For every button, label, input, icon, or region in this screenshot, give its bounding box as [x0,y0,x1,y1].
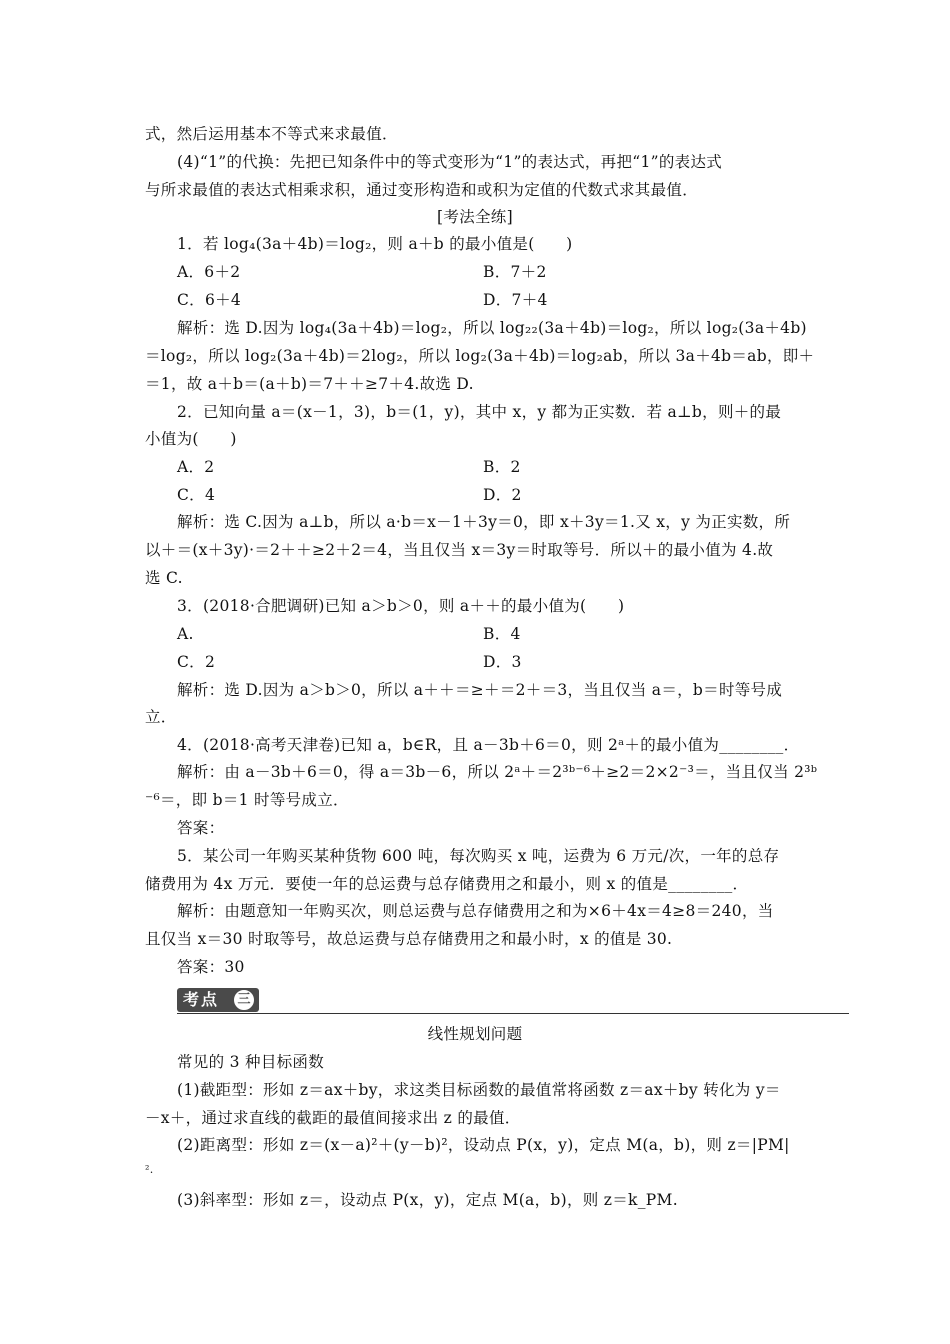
text-line: －x＋，通过求直线的截距的最值间接求出 z 的最值． [145,1109,521,1127]
solution-line: ＝1，故 a＋b＝(a＋b)＝7＋＋≥7＋4.故选 D. [145,375,474,393]
solution-line: 解析：由题意知一年购买次，则总运费与总存储费用之和为×6＋4x＝4≥8＝240，当 [177,902,774,920]
answer-line: 答案： [177,819,225,837]
option-d: D．7＋4 [483,291,548,309]
solution-line: 选 C. [145,569,183,587]
text-line: (4)“1”的代换：先把已知条件中的等式变形为“1”的表达式，再把“1”的表达式 [177,153,723,171]
option-a: A．6＋2 [177,263,241,281]
text-line: 常见的 3 种目标函数 [177,1053,325,1071]
question-4: 4．(2018·高考天津卷)已知 a，b∈R，且 a－3b＋6＝0，则 2ᵃ＋的最小值为________． [177,736,800,754]
option-b: B．4 [483,625,521,643]
solution-line: ⁻⁶＝，即 b＝1 时等号成立． [145,791,349,809]
option-c: C．4 [177,486,216,504]
option-a: A．2 [177,458,215,476]
solution-line: 解析：选 D.因为 log₄(3a＋4b)＝log₂，所以 log₂₂(3a＋4b)＝log₂，所以 log₂(3a＋4b) [177,319,807,337]
text-line: 式，然后运用基本不等式来求最值． [145,125,398,143]
option-c: C．2 [177,653,216,671]
section-heading: [考法全练] [437,208,513,226]
question-3: 3．(2018·合肥调研)已知 a＞b＞0，则 a＋＋的最小值为( ) [177,597,625,615]
text-line: (3)斜率型：形如 z＝，设动点 P(x，y)，定点 M(a，b)，则 z＝k_PM. [177,1191,678,1209]
text-line: 与所求最值的表达式相乘求积，通过变形构造和或积为定值的代数式求其最值． [145,181,699,199]
question-1: 1．若 log₄(3a＋4b)＝log₂，则 a＋b 的最小值是( ) [177,235,573,253]
option-a: A. [177,625,194,643]
solution-line: 解析：选 C.因为 a⊥b，所以 a·b＝x－1＋3y＝0，即 x＋3y＝1.又 x，y 为正实数，所 [177,513,791,531]
question-5-cont: 储费用为 4x 万元．要使一年的总运费与总存储费用之和最小，则 x 的值是________． [145,875,749,893]
section-divider [177,1013,849,1014]
option-d: D．2 [483,486,522,504]
solution-line: 且仅当 x＝30 时取等号，故总运费与总存储费用之和最小时，x 的值是 30. [145,930,673,948]
badge-number: 三 [232,988,256,1012]
section-badge [177,988,259,1012]
question-2-cont: 小值为( ) [145,430,237,448]
badge-label: 考点 [183,990,220,1009]
option-d: D．3 [483,653,522,671]
option-b: B．2 [483,458,521,476]
solution-line: 立． [145,708,177,726]
text-line: ². [145,1163,154,1176]
text-line: (2)距离型：形如 z＝(x－a)²＋(y－b)²，设动点 P(x，y)，定点 M(a，b)，则 z＝|PM| [177,1136,790,1154]
solution-line: ＝log₂，所以 log₂(3a＋4b)＝2log₂，所以 log₂(3a＋4b)＝log₂ab，所以 3a＋4b＝ab，即＋ [145,347,815,365]
topic-title: 线性规划问题 [427,1025,523,1043]
solution-line: 以＋＝(x＋3y)·＝2＋＋≥2＋2＝4，当且仅当 x＝3y＝时取等号．所以＋的最小值为 4.故 [145,541,774,559]
answer-line: 答案：30 [177,958,245,976]
question-5: 5．某公司一年购买某种货物 600 吨，每次购买 x 吨，运费为 6 万元/次，一年的总存 [177,847,780,865]
section-banner [177,986,849,1016]
solution-line: 解析：选 D.因为 a＞b＞0，所以 a＋＋＝≥＋＝2＋＝3，当且仅当 a＝，b＝时等号成 [177,681,783,699]
option-c: C．6＋4 [177,291,242,309]
question-2: 2．已知向量 a＝(x－1，3)，b＝(1，y)，其中 x，y 都为正实数．若 a⊥b，则＋的最 [177,403,782,421]
solution-line: 解析：由 a－3b＋6＝0，得 a＝3b－6，所以 2ᵃ＋＝2³ᵇ⁻⁶＋≥2＝2×2⁻³＝，当且仅当 2³ᵇ [177,763,818,781]
option-b: B．7＋2 [483,263,547,281]
text-line: (1)截距型：形如 z＝ax＋by，求这类目标函数的最值常将函数 z＝ax＋by 转化为 y＝ [177,1081,781,1099]
